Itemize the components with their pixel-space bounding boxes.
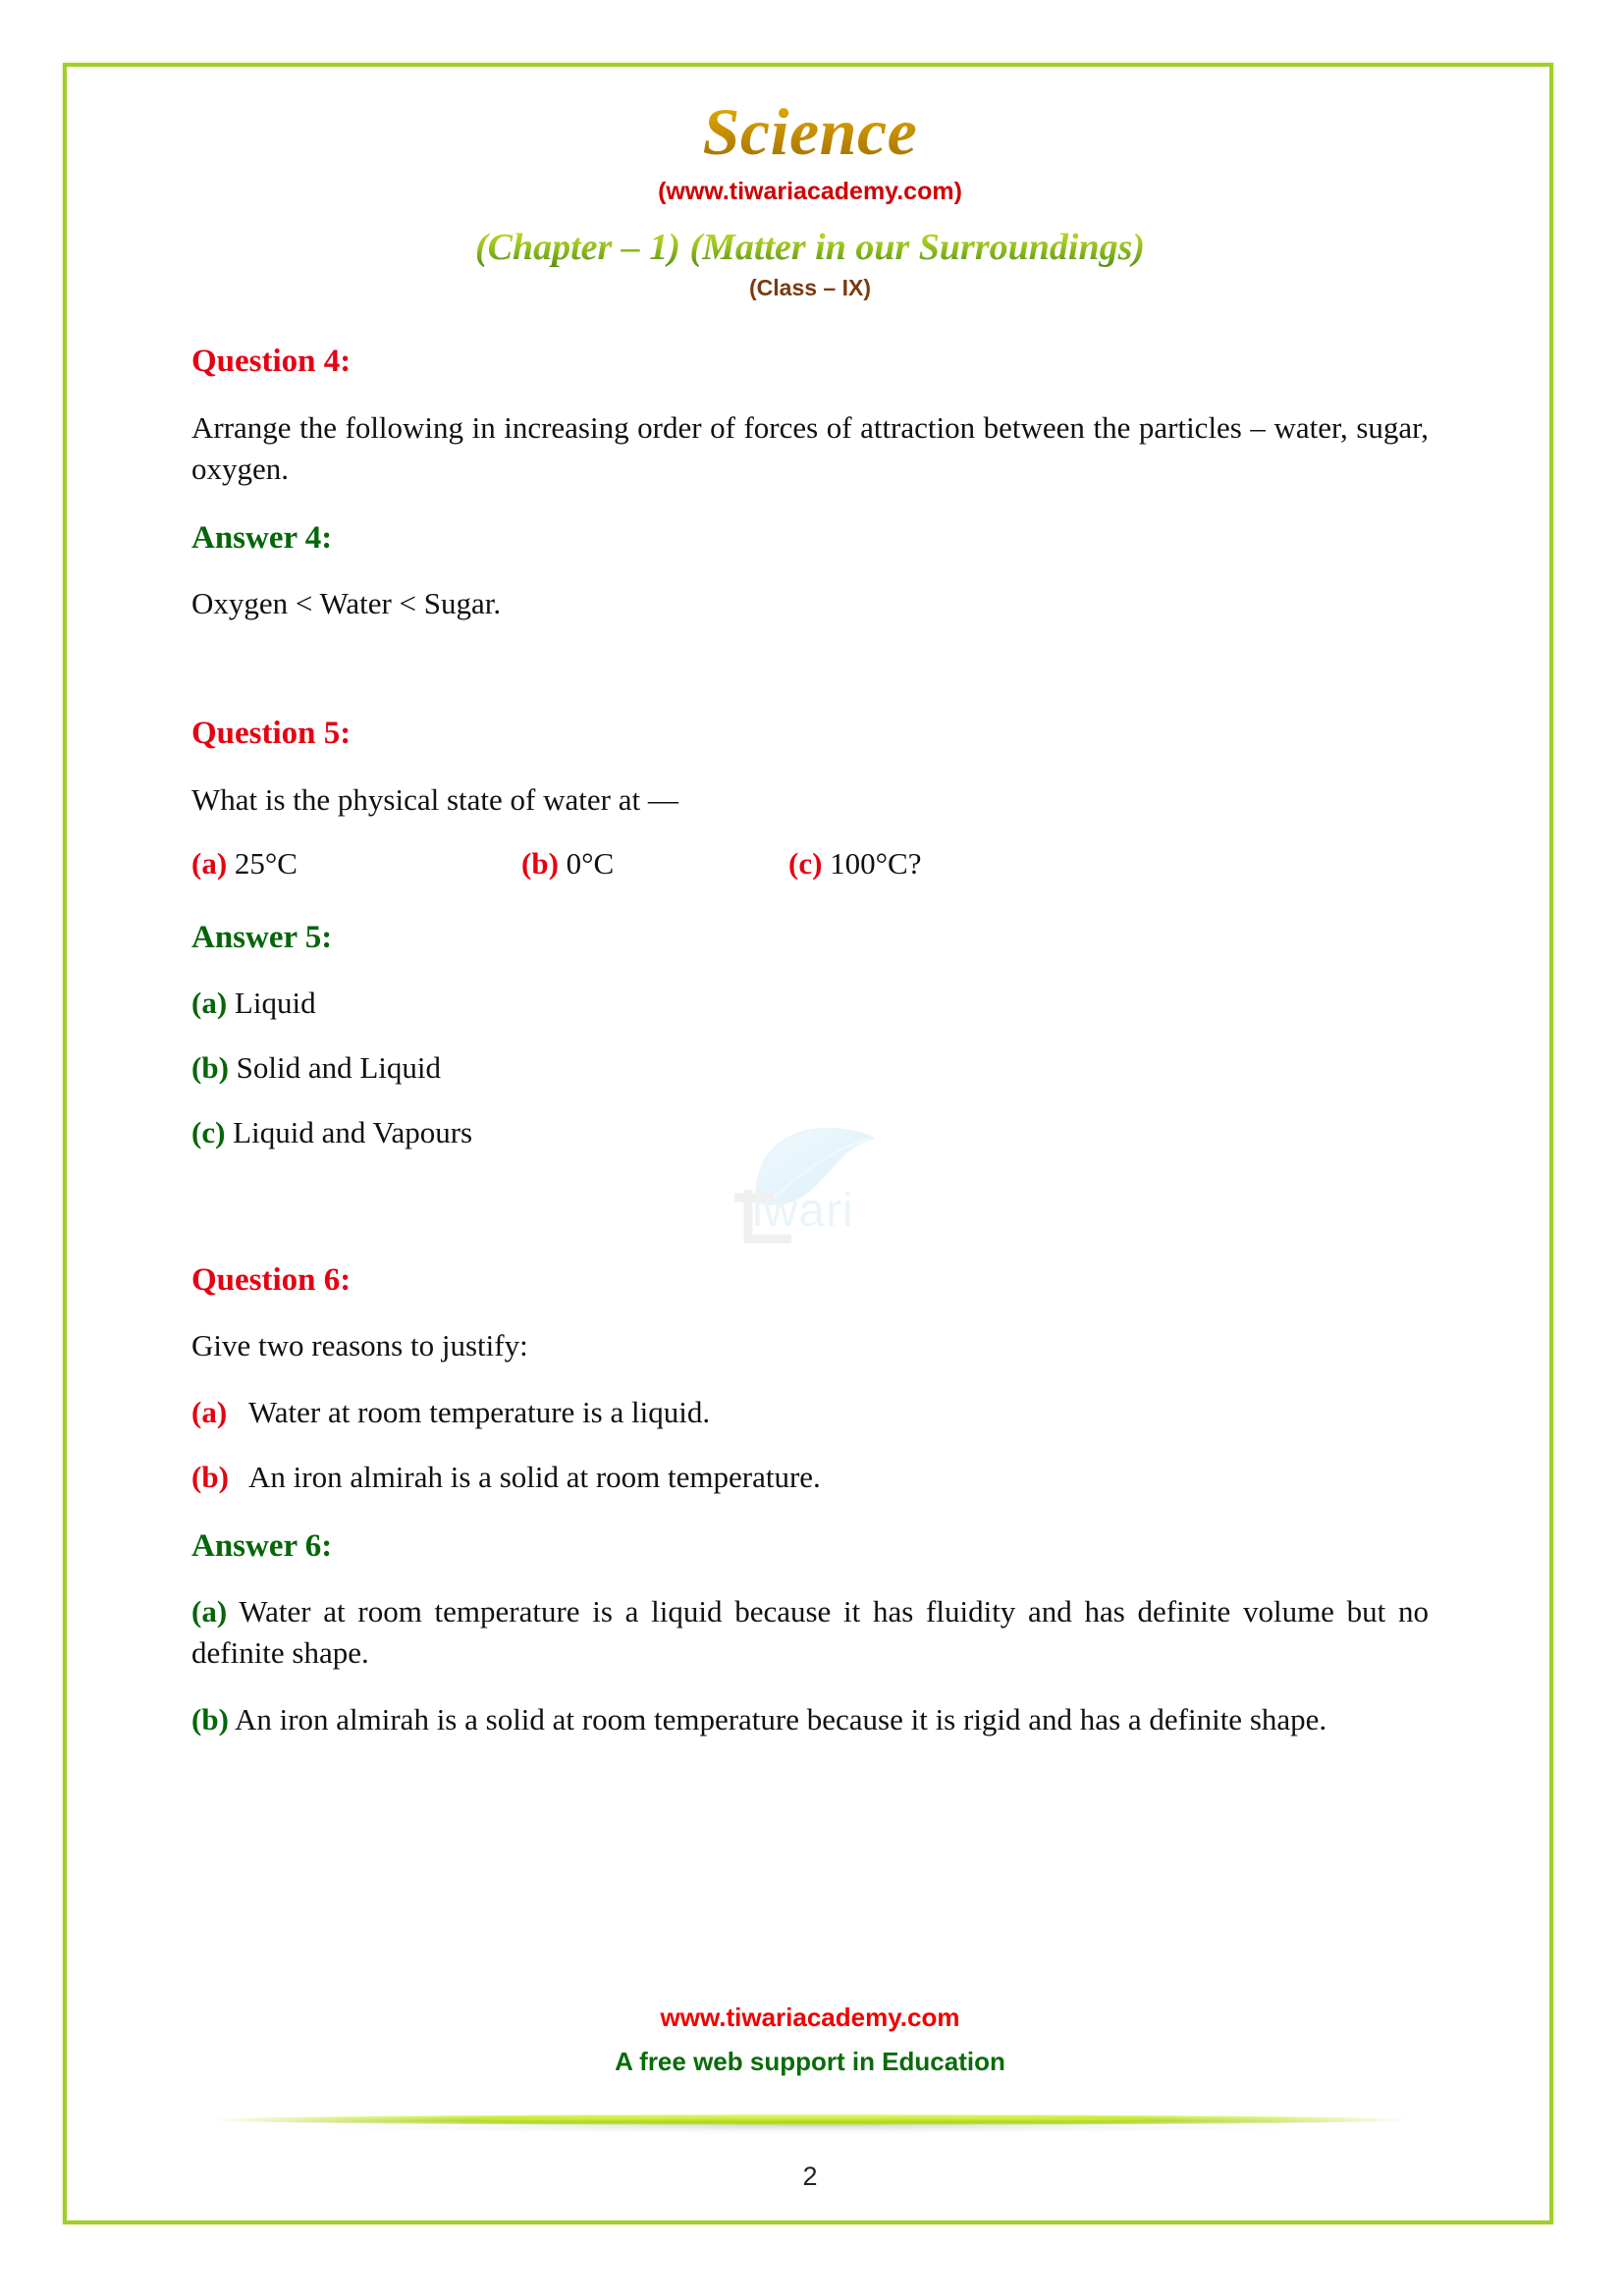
answer-4-text: Oxygen < Water < Sugar. <box>191 586 502 621</box>
answer-5-item-c <box>191 1112 1429 1153</box>
footer-divider <box>191 2103 1429 2136</box>
header-class: (Class – IX) <box>749 275 871 301</box>
divider-core-highlight <box>466 2116 1154 2123</box>
answer-6-item-b <box>191 1699 1429 1740</box>
question-5-option-a <box>191 846 298 881</box>
question-4-label: Question 4: <box>191 344 352 380</box>
answer-5-marker-b: (b) <box>191 1049 229 1085</box>
question-6-item-a <box>191 1392 1429 1433</box>
question-6-item-b <box>191 1457 1429 1498</box>
answer-6-item-a <box>191 1591 1429 1674</box>
answer-6-text-b: An iron almirah is a solid at room temperature because it is rigid and has a definite shape. <box>234 1702 1327 1737</box>
page-footer <box>191 2002 1429 2192</box>
watermark-label: iwari <box>752 1185 854 1237</box>
question-4-text: Arrange the following in increasing order of forces of attraction between the particles – water, sugar, oxygen. <box>191 409 1429 486</box>
page-number: 2 <box>802 2162 818 2191</box>
option-b-marker: (b) <box>521 845 559 881</box>
question-6-marker-b: (b) <box>191 1459 229 1494</box>
answer-6-marker-a: (a) <box>191 1594 228 1629</box>
question-5-text: What is the physical state of water at — <box>191 781 678 817</box>
answer-5-marker-c: (c) <box>191 1114 226 1149</box>
answer-6-marker-b: (b) <box>191 1702 229 1737</box>
divider-shadow <box>245 2125 1375 2134</box>
page-content <box>191 63 1429 1740</box>
question-6-text-b: An iron almirah is a solid at room temperature. <box>248 1459 821 1494</box>
question-5-option-b <box>521 846 614 881</box>
answer-5-marker-a: (a) <box>191 986 228 1021</box>
answer-6-text-a: Water at room temperature is a liquid because it has fluidity and has definite volume but no definite shape. <box>191 1594 1429 1671</box>
question-6-text: Give two reasons to justify: <box>191 1328 528 1363</box>
footer-url[interactable]: www.tiwariacademy.com <box>660 2002 960 2032</box>
question-6-label: Question 6: <box>191 1261 352 1298</box>
question-5-option-c <box>788 846 922 881</box>
answer-5-text-b: Solid and Liquid <box>236 1049 442 1085</box>
page-title: Science <box>191 98 1429 166</box>
footer-tagline: A free web support in Education <box>615 2047 1005 2076</box>
answer-5-text-a: Liquid <box>234 986 316 1021</box>
header-chapter: (Chapter – 1) (Matter in our Surroundings) <box>191 226 1429 269</box>
answer-5-item-b <box>191 1047 1429 1089</box>
question-6-text-a: Water at room temperature is a liquid. <box>248 1395 711 1430</box>
header-website: (www.tiwariacademy.com) <box>658 178 962 206</box>
option-a-marker: (a) <box>191 845 228 881</box>
question-5-label: Question 5: <box>191 716 352 752</box>
answer-5-label: Answer 5: <box>191 919 333 955</box>
question-5-options <box>191 846 1429 889</box>
answer-6-label: Answer 6: <box>191 1527 333 1564</box>
question-6-marker-a: (a) <box>191 1395 228 1430</box>
option-a-value: 25°C <box>234 845 298 881</box>
option-c-value: 100°C? <box>830 845 922 881</box>
answer-5-text-c: Liquid and Vapours <box>233 1114 473 1149</box>
option-c-marker: (c) <box>788 845 823 881</box>
answer-4-label: Answer 4: <box>191 519 333 556</box>
option-b-value: 0°C <box>566 845 615 881</box>
answer-5-item-a <box>191 983 1429 1024</box>
